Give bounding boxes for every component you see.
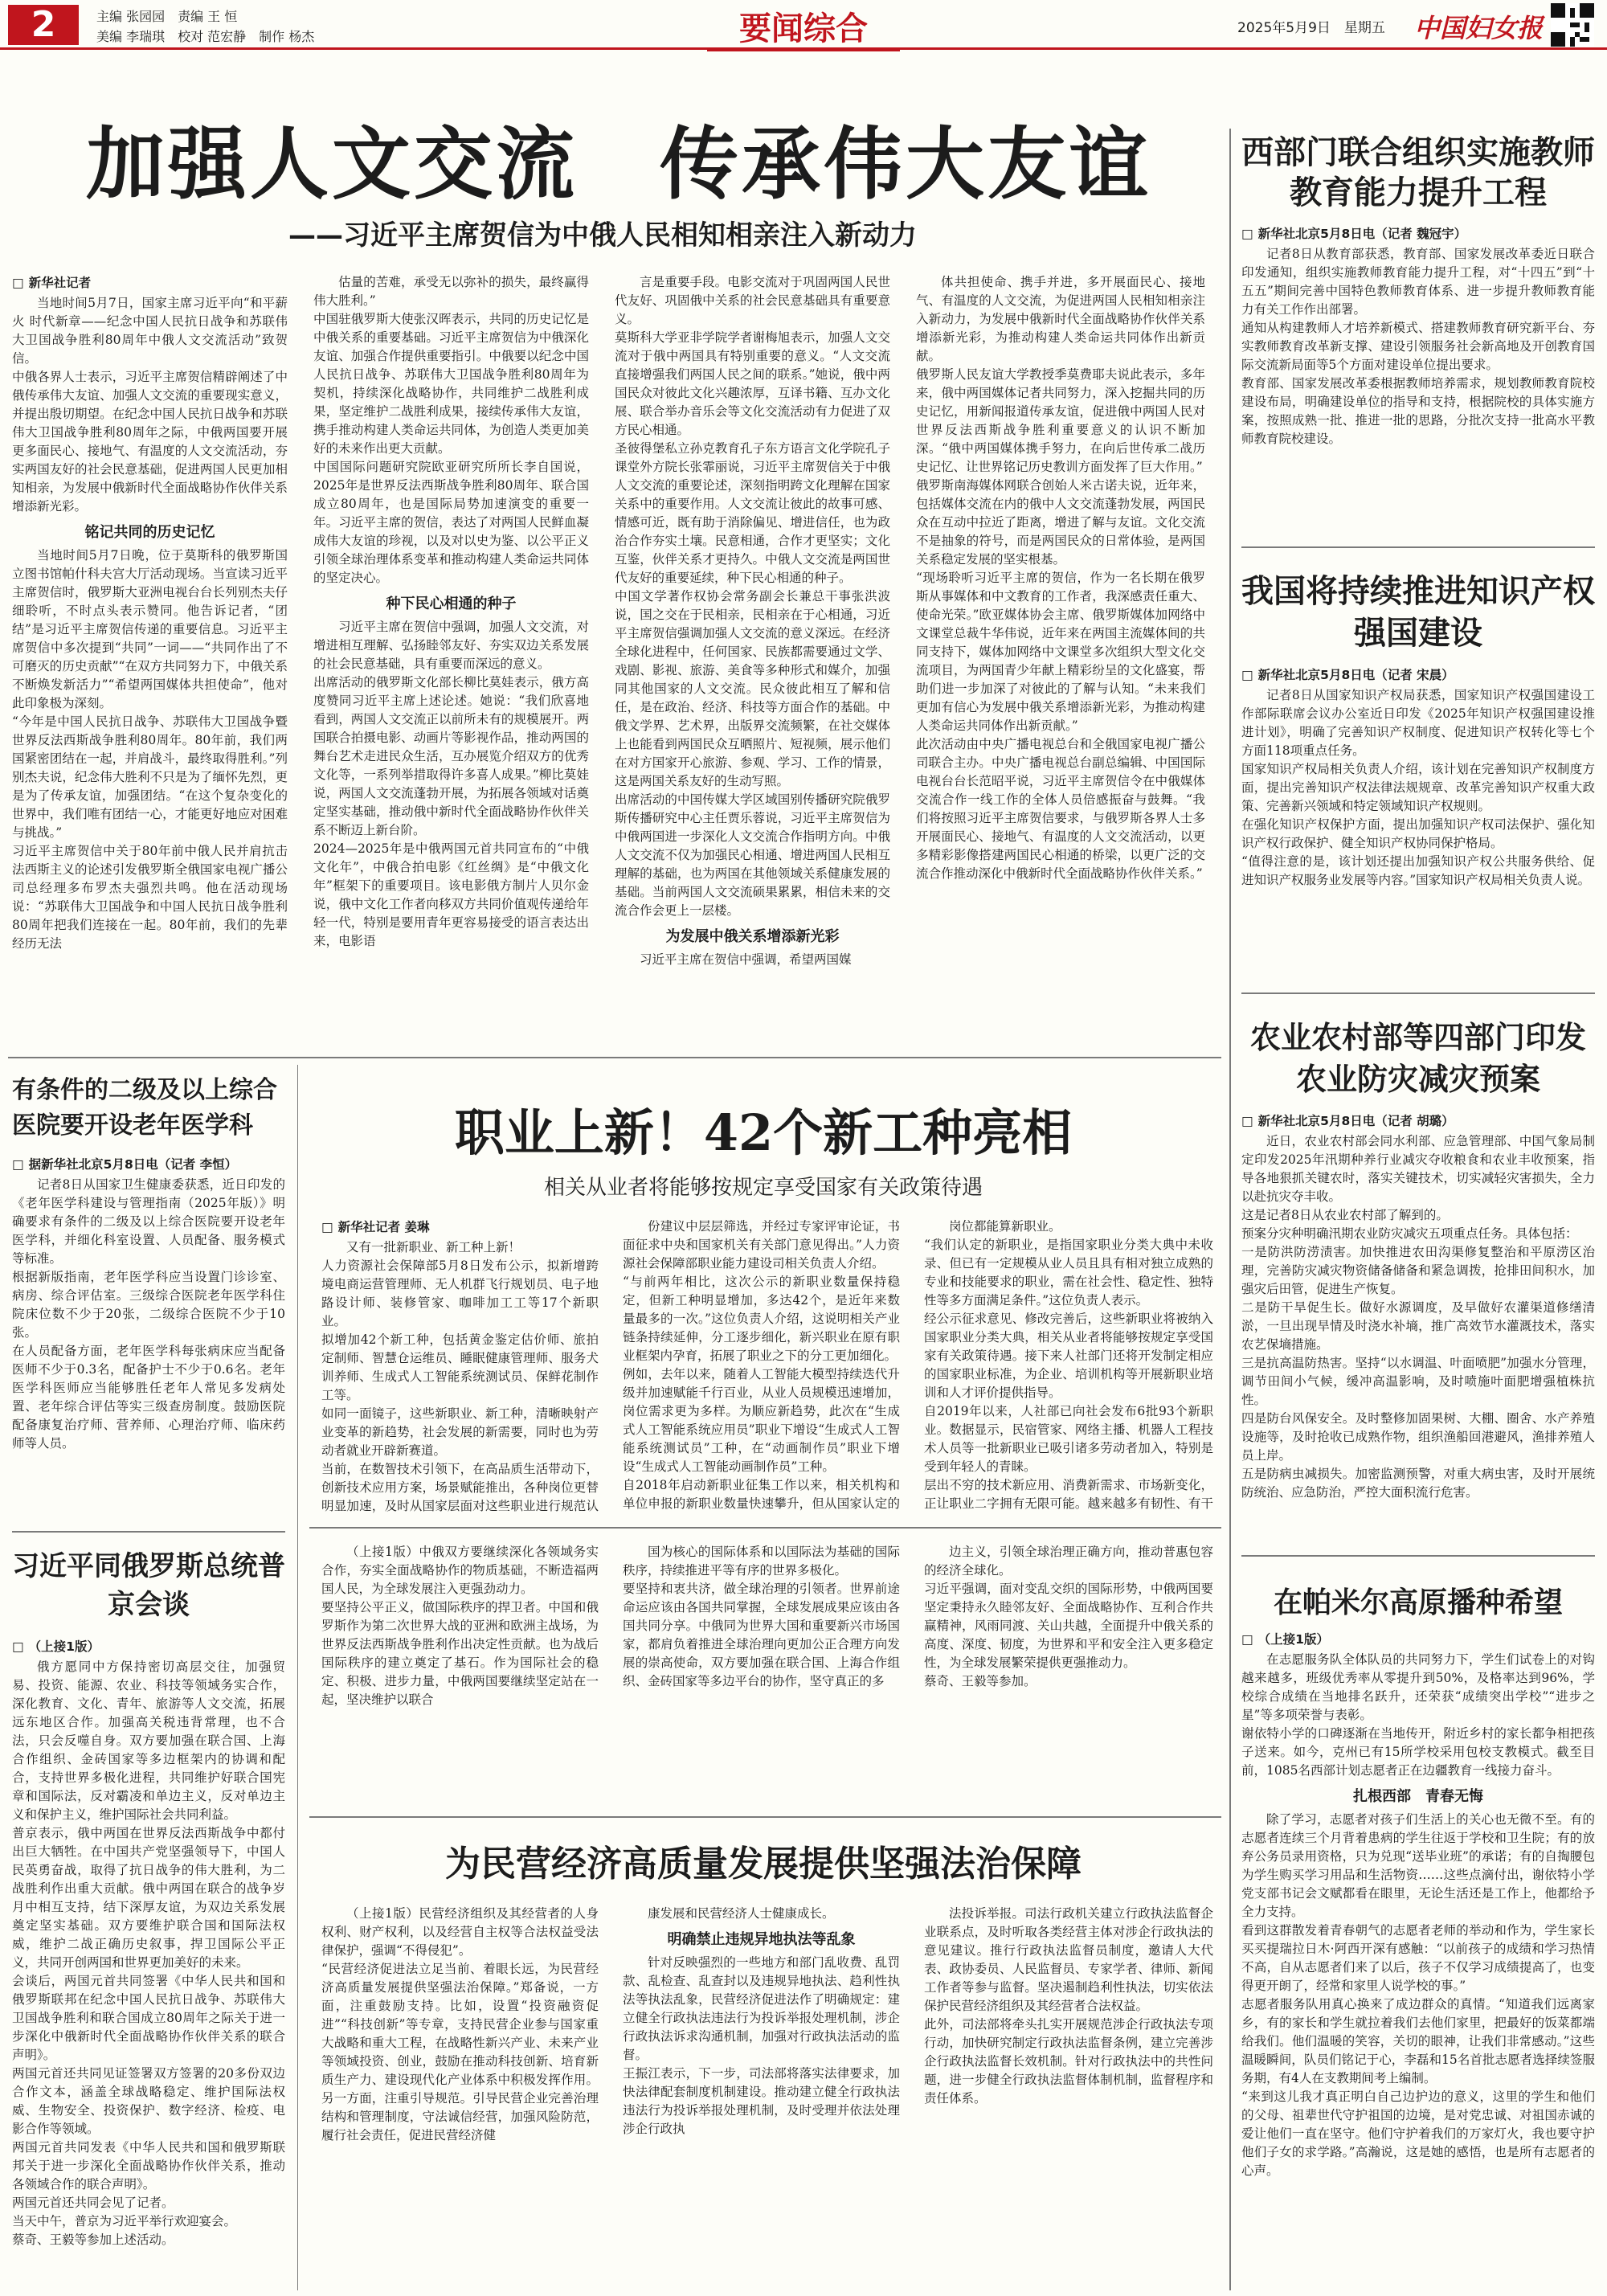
lead-col-2-text: 估量的苦难，承受无以弥补的损失，最终赢得伟大胜利。” 中国驻俄罗斯大使张汉晖表示，共同的历史记忆是中俄关系的重要基础。习近平主席贺信为中俄深化友谊、加强合作提供重要指引。中俄要以纪念中国人民抗日战争、苏联伟大卫国战争胜利80周年为契机，持续深化战略协作，共同维护二战胜利成果，坚定维护二战胜利成果，接续传承伟大友谊，携手推动构建人类命运共同体，为创造人类更加美好的未来作出更大贡献。 中国国际问题研究院欧亚研究所所长李自国说，2025年是世界反法西斯战争胜利80周年、联合国成立80周年，也是国际局势加速演变的重要一年。习近平主席的贺信，表达了对两国人民鲜血凝成伟大友谊的珍视，以及对以史为鉴、以公平正义引领全球治理体系变革和推动构建人类命运共同体的坚定决心。: [313, 275, 589, 585]
bottom-article-col-2b-text: 针对反映强烈的一些地方和部门乱收费、乱罚款、乱检查、乱查封以及违规异地执法、趋利性执法等执法乱象，民营经济促进法作了明确规定：建立健全行政执法违法行为投诉举报处理机制，涉企行政执法诉求沟通机制，加强对行政执法活动的监督。 王振江表示，下一步，司法部将落实法律要求，加快法律配套制度机制建设。推动建立健全行政执法违法行为投诉举报处理机制，及时受理并依法处理涉企行政执: [623, 1955, 900, 2136]
right-article-3-dateline: □ 新华社北京5月8日电（记者 胡璐）: [1241, 1111, 1595, 1129]
lead-headline: 加强人文交流 传承伟大友谊: [85, 118, 1151, 211]
lead-col-1: [12, 273, 288, 1045]
issue-date: 2025年5月9日 星期五: [1237, 20, 1385, 36]
mid-article-2-col-3: [924, 1543, 1213, 1800]
lead-col-4-text: 体共担使命、携手并进，多开展面民心、接地气、有温度的人文交流，为促进两国人民相知相亲注入新动力，为发展中俄新时代全面战略协作伙伴关系增添新光彩，为推动构建人类命运共同体作出新贡献。 俄罗斯人民友谊大学教授季莫费耶夫说此表示，多年来，俄中两国媒体记者共同努力，深入挖掘共同的历史记忆，用新闻报道传承友谊，促进俄中两国人民对世界反法西斯战争胜利重要意义的认识不断加深。“俄中两国媒体携手努力，在向后世传承二战历史记忆、让世界铭记历史教训方面发挥了巨大作用。” 俄罗斯南海媒体网联合创始人米古诺夫说，近年来，包括媒体交流在内的俄中人文交流蓬勃发展，两国民众在互动中拉近了距离，增进了解与友谊。文化交流不是抽象的符号，而是两国民众的日常体验，是两国关系稳定发展的坚实根基。 “现场聆听习近平主席的贺信，作为一名长期在俄罗斯从事媒体和中文教育的工作者，我深感责任重大、使命光荣。”欧亚媒体协会主席、俄罗斯媒体加网络中文课堂总裁牛华伟说，近年来在两国主流媒体间的共同支持下，媒体加网络中文课堂多次组织大型文化交流项目，为两国青少年献上精彩纷呈的文化盛宴，帮助们进一步加深了对彼此的了解与认知。“未来我们更加有信心为发展中俄关系增添新光彩，为推动构建人类命运共同体作出新贡献。” 此次活动由中央广播电视总台和全俄国家电视广播公司联合主办。中央广播电视总台副总编辑、中国国际电视台台长范昭平说，习近平主席贺信令在中俄媒体交流合作一线工作的全体人员倍感振奋与鼓舞。“我们将按照习近平主席贺信要求，与俄罗斯各界人士多开展面民心、接地气、有温度的人文交流活动，以更多精彩影像搭建两国民心相通的桥梁，以更广泛的交流合作推动深化中俄新时代全面战略协作伙伴关系。”: [916, 275, 1205, 881]
bottom-article-col-1: [321, 1905, 599, 2290]
divider: [12, 1531, 285, 1533]
lead-subhead-2: 种下民心相通的种子: [386, 595, 517, 612]
lead-byline: □ 新华社记者: [12, 273, 288, 291]
divider: [8, 1057, 1221, 1058]
divider: [1241, 992, 1595, 994]
divider: [1241, 546, 1595, 548]
masthead-logo: 中国妇女报: [1414, 13, 1544, 43]
lead-subhead-3: 为发展中俄关系增添新光彩: [665, 928, 840, 945]
mid-article-1-title: 职业上新！42个新工种亮相: [454, 1103, 1073, 1162]
left-article-1: [12, 1073, 285, 1515]
right-article-2-title: 我国将持续推进知识产权强国建设: [1241, 572, 1595, 652]
staff-line-2: 美编 李瑞琪 校对 范宏静 制作 杨杰: [96, 29, 315, 44]
mid-article-1-byline: □ 新华社记者 姜琳: [321, 1218, 599, 1235]
qr-code-icon: [1551, 3, 1594, 47]
right-article-1-dateline: □ 新华社北京5月8日电（记者 魏冠宇）: [1241, 224, 1595, 242]
bottom-article-title: 为民营经济高质量发展提供坚强法治保障: [445, 1844, 1082, 1885]
section-title: 要闻综合: [707, 3, 900, 51]
right-article-4-title: 在帕米尔高原播种希望: [1273, 1586, 1563, 1619]
left-article-2: [12, 1547, 285, 2290]
lead-col-4: [916, 273, 1205, 1045]
right-article-3: [1241, 1017, 1595, 1539]
page-number: 2: [8, 5, 79, 45]
mid-article-1-subtitle: 相关从业者将能够按规定享受国家有关政策待遇: [543, 1176, 983, 1200]
right-article-3-text: 近日，农业农村部会同水利部、应急管理部、中国气象局制定印发2025年汛期种养行业减灾夺收粮食和农业丰收预案，指导各地狠抓关键农时，落实关键技术，切实减轻灾害损失，全力以赴抗灾夺丰收。 这是记者8日从农业农村部了解到的。 预案分灾种明确汛期农业防灾减灾五项重点任务。具体包括： 一是防洪防涝渍害。加快推进农田沟渠修复整治和平原涝区治理，完善防灾减灾物资储备储备和紧急调拨，抢排田间积水，加强灾后田管，促进生产恢复。 二是防干旱促生长。做好水源调度，及早做好农灌渠道修缮清淤，一旦出现旱情及时浇水补墒，推广高效节水灌溉技术，落实农艺保墒措施。 三是抗高温防热害。坚持“以水调温、叶面喷肥”加强水分管理，调节田间小气候，缓冲高温影响，及时喷施叶面肥增强植株抗性。 四是防台风保安全。及时整修加固果树、大棚、圈舍、水产养殖设施等，及时抢收已成熟作物，组织渔船回港避风，渔排养殖人员上岸。 五是防病虫减损失。加密监测预警，对重大病虫害，及时开展统防统治、应急防治，严控大面积流行危害。: [1241, 1134, 1595, 1500]
lead-col-3b-text: 习近平主席在贺信中强调，希望两国媒: [640, 952, 852, 967]
staff-line-1: 主编 张园园 责编 王 恒: [96, 9, 238, 24]
right-article-1: [1241, 133, 1595, 486]
right-article-4: [1241, 1583, 1595, 2290]
lead-col-2: [313, 273, 589, 1045]
divider: [1229, 129, 1231, 2290]
right-article-2-text: 记者8日从国家知识产权局获悉，国家知识产权强国建设工作部际联席会议办公室近日印发《2025年知识产权强国建设推进计划》，明确了完善知识产权制度、促进知识产权转化等七个方面118项重点任务。 国家知识产权局相关负责人介绍，该计划在完善知识产权制度方面，提出完善知识产权法律法规规章、改革完善知识产权重大政策、完善新兴领域和特定领域知识产权规则。 在强化知识产权保护方面，提出加强知识产权司法保护、强化知识产权行政保护、健全知识产权协同保护格局。 “值得注意的是，该计划还提出加强知识产权公共服务供给、促进知识产权服务业发展等内容。”国家知识产权局相关负责人说。: [1241, 688, 1595, 887]
right-article-3-title: 农业农村部等四部门印发农业防灾减灾预案: [1249, 1019, 1586, 1097]
bottom-article-col-3-text: 法投诉举报。司法行政机关建立行政执法监督企业联系点，及时听取各类经营主体对涉企行政执法的意见建议。推行行政执法监督员制度，邀请人大代表、政协委员、人民监督员、专家学者、律师、新闻工作者等参与监督。坚决遏制趋利性执法，切实依法保护民营经济组织及其经营者合法权益。 此外，司法部将牵头扎实开展规范涉企行政执法专项行动，加快研究制定行政执法监督条例，建立完善涉企行政执法监督长效机制。针对行政执法中的共性问题，进一步健全行政执法监督体制机制，监督程序和责任体系。: [924, 1906, 1213, 2106]
divider: [309, 1527, 1221, 1529]
bottom-article-col-1-text: （上接1版）民营经济组织及其经营者的人身权利、财产权利，以及经营自主权等合法权益受法律保护，强调“不得侵犯”。 “民营经济促进法立足当前、着眼长远，为民营经济高质量发展提供坚强法治保障。”郑备说，一方面，注重鼓励支持。比如，设置“投资融资促进”“科技创新”等专章，支持民营企业参与国家重大战略和重大工程，在战略性新兴产业、未来产业等领域投资、创业，鼓励在推动科技创新、培育新质生产力、建设现代化产业体系中积极发挥作用。另一方面，注重引导规范。引导民营企业完善治理结构和管理制度，守法诚信经营，加强风险防范，履行社会责任，促进民营经济健: [321, 1906, 599, 2143]
left-article-1-text: 记者8日从国家卫生健康委获悉，近日印发的《老年医学科建设与管理指南（2025年版）》明确要求有条件的二级及以上综合医院要开设老年医学科，并细化科室设置、人员配备、服务模式等标准。 根据新版指南，老年医学科应当设置门诊诊室、病房、综合评估室。三级综合医院老年医学科住院床位数不少于20张，二级综合医院不少于10张。 在人员配备方面，老年医学科每张病床应当配备医师不少于0.3名，配备护士不少于0.6名。老年医学科医师应当能够胜任老年人常见多发病处置、老年综合评估等实三级查房制度。鼓励医院配备康复治疗师、营养师、心理治疗师、临床药师等人员。: [12, 1177, 285, 1451]
bottom-article-col-2: [623, 1905, 900, 2290]
right-article-4-text: 在志愿服务队全体队员的共同努力下，学生们试卷上的对钩越来越多，班级优秀率从零提升到50%，及格率达到96%，学校综合成绩在当地排名跃升，还荣获“成绩突出学校”“进步之星”等多项荣誉与表彰。 谢依特小学的口碑逐渐在当地传开，附近乡村的家长都争相把孩子送来。如今，克州已有15所学校采用包校支教模式。截至目前，1085名西部计划志愿者正在边疆教育一线接力奋斗。: [1241, 1652, 1595, 1778]
right-article-2-dateline: □ 新华社北京5月8日电（记者 宋晨）: [1241, 665, 1595, 683]
mid-article-1-col-3-text: 岗位都能算新职业。 “我们认定的新职业，是指国家职业分类大典中未收录、但已有一定规模从业人员且具有相对独立成熟的专业和技能要求的职业，需在社会性、稳定性、独特性等多方面满足条件。”这位负责人表示。 经公示征求意见、修改完善后，这些新职业将被纳入国家职业分类大典，相关从业者将能够按规定享受国家有关政策待遇。接下来人社部门还将开发制定相应的国家职业标准，为企业、培训机构等开展新职业培训和人才评价提供指导。 自2019年以来，人社部已向社会发布6批93个新职业。数据显示，民宿管家、网络主播、机器人工程技术人员等一批新职业已吸引诸多劳动者加入，特别是受到年轻人的青睐。 层出不穷的技术新应用、消费新需求、市场新变化，正让职业二字拥有无限可能。越来越多有韧性、有干: [924, 1219, 1213, 1511]
left-article-1-title: 有条件的二级及以上综合医院要开设老年医学科: [12, 1076, 277, 1140]
left-article-2-dateline: □ （上接1版）: [12, 1637, 285, 1655]
right-article-4-dateline: □ （上接1版）: [1241, 1630, 1595, 1647]
lead-col-1b-text: 当地时间5月7日晚，位于莫斯科的俄罗斯国立图书馆帕什科夫宫大厅活动现场。当宣读习近平主席贺信时，俄罗斯大亚洲电视台台长列别杰夫仔细聆听，不时点头表示赞同。他告诉记者，“团结”是习近平主席贺信传递的重要信息。习近平主席贺信中多次提到“共同”一词——“共同作出了不可磨灭的历史贡献”“在双方共同努力下，中俄关系不断焕发新活力”“希望两国媒体共担使命”，他对此印象极为深刻。 “今年是中国人民抗日战争、苏联伟大卫国战争暨世界反法西斯战争胜利80周年。80年前，我们两国紧密团结在一起，并肩战斗，最终取得胜利。”列别杰夫说，纪念伟大胜利不只是为了缅怀先烈，更是为了传承友谊，加强团结。“在这个复杂变化的世界中，我们唯有团结一心，才能更好地应对困难与挑战。” 习近平主席贺信中关于80年前中俄人民并肩抗击法西斯主义的论述引发俄罗斯全俄国家电视广播公司总经理多布罗杰夫强烈共鸣。他在活动现场说：“苏联伟大卫国战争和中国人民抗日战争胜利80周年把我们连接在一起。80年前，我们的先辈经历无法: [12, 548, 288, 951]
mid-article-2-col-1-text: （上接1版）中俄双方要继续深化各领域务实合作，夯实全面战略协作的物质基础，不断造福两国人民，为全球发展注入更强劲动力。 要坚持公平正义，做国际秩序的捍卫者。中国和俄罗斯作为第二次世界大战的亚洲和欧洲主战场，为世界反法西斯战争胜利作出决定性贡献。也为战后国际秩序的建立奠定了基石。作为国际社会的稳定、积极、进步力量，中俄两国要继续坚定站在一起，坚决维护以联合: [321, 1545, 599, 1707]
right-article-1-text: 记者8日从教育部获悉，教育部、国家发展改革委近日联合印发通知，组织实施教师教育能力提升工程，对“十四五”到“十五五”期间完善中国特色教师教育体系、进一步提升教师教育能力有关工作作出部署。 通知从构建教师人才培养新模式、搭建教师教育研究新平台、夯实教师教育改革新支撑、建设引领服务社会新高地及开创教育国际交流新局面等5个方面对建设单位提出要求。 教育部、国家发展改革委根据教师培养需求，规划教师教育院校建设布局，明确建设单位的指导和支持，根据院校的具体实施方案，按照成熟一批、推进一批的思路，分批次支持一批高水平教师教育院校建设。: [1241, 247, 1595, 446]
left-article-2-title: 习近平同俄罗斯总统普京会谈: [12, 1550, 285, 1621]
mid-article-1-col-2: [623, 1218, 900, 1515]
bottom-article-col-3: [924, 1905, 1213, 2290]
lead-col-3: [615, 273, 890, 1045]
mid-article-1-col-1: [321, 1218, 599, 1515]
mid-article-2-col-3-text: 边主义，引领全球治理正确方向，推动普惠包容的经济全球化。 习近平强调，面对变乱交织的国际形势，中俄两国要坚定秉持永久睦邻友好、全面战略协作、互利合作共赢精神，风雨同渡、关山共越，全面提升中俄关系的高度、深度、韧度，为世界和平和安全注入更多稳定性，为全球发展繁荣提供更强推动力。 蔡奇、王毅等参加。: [924, 1545, 1213, 1688]
right-article-1-title: 西部门联合组织实施教师教育能力提升工程: [1241, 133, 1595, 211]
divider: [1241, 1555, 1595, 1557]
page-header: [0, 0, 1607, 50]
divider: [297, 1065, 298, 2290]
lead-col-2b-text: 习近平主席在贺信中强调，加强人文交流，对增进相互理解、弘扬睦邻友好、夯实双边关系发展的社会民意基础，具有重要而深远的意义。 出席活动的俄罗斯文化部长柳比莫娃表示，俄方高度赞同习近平主席上述论述。她说：“我们欣喜地看到，两国人文交流正以前所未有的规模展开。两国联合拍摄电影、动画片等影视作品，推动两国的舞台艺术走进民众生活，互办展览介绍双方的优秀文化等，一系列举措取得许多喜人成果。”柳比莫娃说，两国人文交流蓬勃开展，为拓展各领域对话奠定坚实基础，推动俄中新时代全面战略协作伙伴关系不断迈上新台阶。 2024—2025年是中俄两国元首共同宣布的“中俄文化年”，中俄合拍电影《红丝绸》是“中俄文化年”框架下的重要项目。该电影俄方制片人贝尔金说，俄中文化工作者向移双方共同价值观传递给年轻一代，特别是要用青年更容易接受的语言表达出来，电影语: [313, 620, 589, 948]
left-article-2-text: 俄方愿同中方保持密切高层交往，加强贸易、投资、能源、农业、科技等领域务实合作，深化教育、文化、青年、旅游等人文交流，拓展远东地区合作。加强高关税违背常理，也不合法，只会反噬自身。双方要加强在联合国、上海合作组织、金砖国家等多边框架内的协调和配合，支持世界多极化进程，共同维护好联合国宪章和国际法，反对霸凌和单边主义，反对单边主义和保护主义，维护国际社会共同利益。 普京表示，俄中两国在世界反法西斯战争中都付出巨大牺牲。在中国共产党坚强领导下，中国人民英勇奋战，取得了抗日战争的伟大胜利，为二战胜利作出重大贡献。俄中两国在联合的战争岁月中相互支持，结下深厚友谊，为双边关系发展奠定坚实基础。双方要维护联合国和国际法权威，维护二战正确历史叙事，捍卫国际公平正义，共同开创两国和世界更加美好的未来。 会谈后，两国元首共同签署《中华人民共和国和俄罗斯联邦在纪念中国人民抗日战争、苏联伟大卫国战争胜利和联合国成立80周年之际关于进一步深化中俄新时代全面战略协作伙伴关系的联合声明》。 两国元首还共同见证签署双方签署的20多份双边合作文本，涵盖全球战略稳定、维护国际法权威、生物安全、投资保护、数字经济、检疫、电影合作等领域。 两国元首共同发表《中华人民共和国和俄罗斯联邦关于进一步深化全面战略协作伙伴关系，推动各领域合作的联合声明》。 两国元首还共同会见了记者。 当天中午，普京为习近平举行欢迎宴会。 蔡奇、王毅等参加上述活动。: [12, 1660, 285, 2247]
left-article-1-dateline: □ 据新华社北京5月8日电（记者 李恒）: [12, 1155, 285, 1173]
mid-article-2-col-1: [321, 1543, 599, 1800]
mid-article-1-col-3: [924, 1218, 1213, 1515]
right-article-2: [1241, 571, 1595, 956]
mid-article-2-col-2: [623, 1543, 900, 1800]
mid-article-1-col-1-text: 又有一批新职业、新工种上新！ 人力资源社会保障部5月8日发布公示，拟新增跨境电商运营管理师、无人机群飞行规划员、电子地路设计师、装修管家、咖啡加工工等17个新职业。 拟增加42个新工种，包括黄金鉴定估价师、旅拍定制师、智慧仓运维员、睡眠健康管理师、服务犬训养师、生成式人工智能系统测试员、保鲜花制作工等。 如同一面镜子，这些新职业、新工种，清晰映射产业变革的新趋势，社会发展的新需要，同时也为劳动者就业开辟新赛道。 当前，在数智技术引领下，在高品质生活带动下，创新技术应用方案，场景赋能推出，各种岗位更替明显加速，及时从国家层面对这些职业进行规范认: [321, 1240, 599, 1513]
right-article-4-subhead: 扎根西部 青春无悔: [1353, 1788, 1483, 1805]
lead-subhead-1: 铭记共同的历史记忆: [84, 524, 215, 541]
lead-subtitle: ——习近平主席贺信为中俄人民相知相亲注入新动力: [288, 219, 917, 252]
lead-col-3-text: 言是重要手段。电影交流对于巩固两国人民世代友好、巩固俄中关系的社会民意基础具有重要意义。 莫斯科大学亚非学院学者谢梅旭表示，加强人文交流对于俄中两国具有特别重要的意义。“人文交流直接增强我们两国人民之间的联系。”她说，俄中两国民众对彼此文化兴趣浓厚，互译书籍、互办文化展、联合举办音乐会等文化交流活动有力促进了双方民心相通。 圣彼得堡私立孙克教育孔子东方语言文化学院孔子课堂外方院长张霏丽说，习近平主席贺信关于中俄人文交流的重要论述，深刻指明跨文化理解在国家关系中的重要作用。人文交流让彼此的故事可感、情感可近，既有助于消除偏见、增进信任，也为政治合作夯实土壤。民意相通，合作才更坚实；文化互鉴，伙伴关系才更持久。中俄人文交流是两国世代友好的重要延续，种下民心相通的种子。 中国文学著作权协会常务副会长兼总干事张洪波说，国之交在于民相亲，民相亲在于心相通，习近平主席贺信强调加强人文交流的意义深远。在经济全球化进程中，任何国家、民族都需要通过文学、戏剧、影视、旅游、美食等多种形式和媒介，加强同其他国家的人文交流。民众彼此相互了解和信任，是在政治、经济、科技等方面合作的基础。中俄文学界、艺术界，出版界交流频繁，在社交媒体上也能看到两国民众互晒照片、短视频，展示他们在对方国家开心旅游、参观、学习、工作的情景，这是两国关系友好的生动写照。 出席活动的中国传媒大学区域国别传播研究院俄罗斯传播研究中心主任贾乐蓉说，习近平主席贺信为中俄两国进一步深化人文交流合作指明方向。中俄人文交流不仅为加强民心相通、增进两国人民相互理解的基础，也为两国在其他领域关系健康发展的基础。当前两国人文交流硕果累累，相信未来的交流合作会更上一层楼。: [615, 275, 890, 918]
right-article-4-text-2: 除了学习，志愿者对孩子们生活上的关心也无微不至。有的志愿者连续三个月背着患病的学生往返于学校和卫生院；有的放弃公务员录用资格，只为兑现“送毕业班”的承诺；有的自掏腰包为学生购买学习用品和生活物资……这些点滴付出，谢依特小学党支部书记会文赋都看在眼里，无论生活还是工作上，他都给予全力支持。 看到这群散发着青春朝气的志愿者老师的举动和作为，学生家长买买提瑞拉日木·阿西开深有感触：“以前孩子的成绩和学习热情不高，自从志愿者们来了以后，孩子不仅学习成绩提高了，也变得更开朗了，经常和家里人说学校的事。” 志愿者服务队用真心换来了成边群众的真情。“知道我们远离家乡，有的家长和学生就拉着我们去他们家里，把最好的饭菜都端给我们。他们温暖的笑容，关切的眼神，让我们非常感动。”这些温暖瞬间，队员们铭记于心，李磊和15名首批志愿者选择续签服务期，有4人在支教期间考上编制。 “来到这儿我才真正明白自己边护边的意义，这里的学生和他们的父母、祖辈世代守护祖国的边境，是对党忠诚、对祖国赤诚的爱让他们一直在坚守。他们守护着我们的万家灯火，我也要守护他们子女的求学路。”高瀚说，这是她的感悟，也是所有志愿者的心声。: [1241, 1812, 1595, 2178]
mid-article-2-col-2-text: 国为核心的国际体系和以国际法为基础的国际秩序，持续推进平等有序的世界多极化。 要坚持和衷共济，做全球治理的引领者。世界前途命运应该由各国共同掌握，全球发展成果应该由各国共同分享。中俄同为世界大国和重要新兴市场国家，都肩负着推进全球治理向更加公正合理方向发展的崇高使命，双方要加强在联合国、上海合作组织、金砖国家等多边平台的协作，坚守真正的多: [623, 1545, 900, 1688]
mid-article-1-col-2-text: 份建议中层层筛选，并经过专家评审论证，书面征求中央和国家机关有关部门意见得出。”人力资源社会保障部职业能力建设司相关负责人介绍。 “与前两年相比，这次公示的新职业数量保持稳定，但新工种明显增加，多达42个，是近年来数量最多的一次。”这位负责人介绍，这说明相关产业链条持续延伸，分工逐步细化，新兴职业在原有职业框架内孕育，拓展了职业之下的分工更加细化。 例如，去年以来，随着人工智能大模型持续迭代升级并加速赋能千行百业，从业人员规模迅速增加，岗位需求更为多样。为顺应新趋势，此次在“生成式人工智能系统应用员”职业下增设“生成式人工智能系统测试员”工种，在“动画制作员”职业下增设“生成式人工智能动画制作员”工种。 自2018年启动新职业征集工作以来，相关机构和单位申报的新职业数量快速攀升，但从国家认定的: [623, 1219, 900, 1511]
bottom-article-subhead: 明确禁止违规异地执法等乱象: [667, 1931, 856, 1948]
bottom-article-col-2-text: 康发展和民营经济人士健康成长。: [648, 1906, 835, 1921]
lead-col-1-text: 当地时间5月7日，国家主席习近平向“和平薪火 时代新章——纪念中国人民抗日战争和苏联伟大卫国战争胜利80周年中俄人文交流活动”致贺信。 中俄各界人士表示，习近平主席贺信精辟阐述了中俄传承伟大友谊、加强人文交流的重要现实意义，并提出殷切期望。在纪念中国人民抗日战争和苏联伟大卫国战争胜利80周年之际，中俄两国要开展更多面民心、接地气、有温度的人文交流活动，夯实两国友好的社会民意基础，促进两国人民更加相知相亲，为发展中俄新时代全面战略协作伙伴关系增添新光彩。: [12, 296, 288, 514]
divider: [309, 1816, 1221, 1818]
